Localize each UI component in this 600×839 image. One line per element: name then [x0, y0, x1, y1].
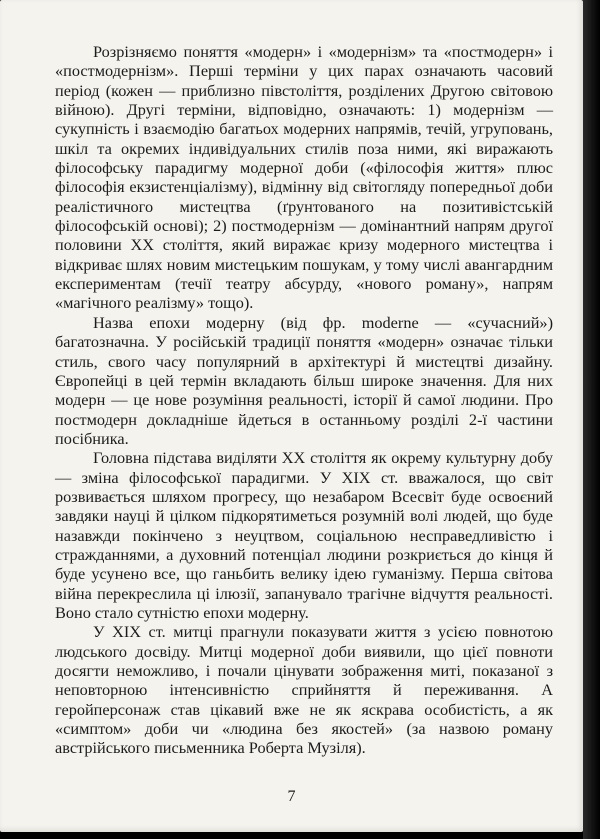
page-number: 7 [287, 788, 296, 805]
body-text [55, 42, 553, 758]
paragraph: Розрізняємо поняття «модерн» і «модернізм» та «постмодерн» і «постмодернізм». Перші терміни у цих парах означають часовий період (кожен — приблизно півстоліття, розділених Другою світовою війною). Другі терміни, відповідно, означають: 1) модернізм — сукупність і взаємодію багатьох модерних напрямів, течій, угруповань, шкіл та окремих індивідуальних стилів поза ними, які виражають філософську парадигму модерної доби («філософія життя» плюс філософія екзистенціалізму), відмінну від світогляду попередньої доби реалістичного мистецтва (ґрунтованого на позитивістській філософській основі); 2) постмодернізм — домінантний напрям другої половини XX століття, який виражає кризу модерного мистецтва і відкриває шлях новим мистецьким пошукам, у тому числі авангардним експериментам (течії театру абсурду, «нового роману», напрям «магічного реалізму» тощо). [55, 42, 553, 313]
paragraph: Назва епохи модерну (від фр. moderne — «сучасний») багатозначна. У російській традиції поняття «модерн» означає тільки стиль, свого часу популярний в архітектурі й мистецтві дизайну. Європейці в цей термін вкладають більш широке значення. Для них модерн — це нове розуміння реальності, історії й самої людини. Про постмодерн докладніше йдеться в останньому розділі 2-ї частини посібника. [55, 312, 553, 448]
paragraph: У XIX ст. митці прагнули показувати життя з усією повнотою людського досвіду. Митці модерної доби виявили, що цієї повноти досягти неможливо, і почали цінувати зображення миті, показаної з неповторною інтенсивністю сприйняття й переживання. А геройперсонаж став цікавий вже не як яскрава особистість, а як «симптом» доби чи «людина без якостей» (за назвою роману австрійського письменника Роберта Музіля). [55, 622, 553, 758]
paragraph: Головна підстава виділяти XX століття як окрему культурну добу — зміна філософської парадигми. У XIX ст. вважалося, що світ розвивається шляхом прогресу, що незабаром Всесвіт буде освоєний завдяки науці й цілком підкорятиметься розумній волі людей, що буде назавжди покінчено з неуцтвом, соціальною несправедливістю і стражданнями, а духовний потенціал людини розкриється до кінця й буде усунено все, що ганьбить велику ідею гуманізму. Перша світова війна перекреслила ці ілюзії, запанувало трагічне відчуття реальності. Воно стало сутністю епохи модерну. [55, 448, 553, 622]
page-edge-shadow [583, 0, 600, 839]
